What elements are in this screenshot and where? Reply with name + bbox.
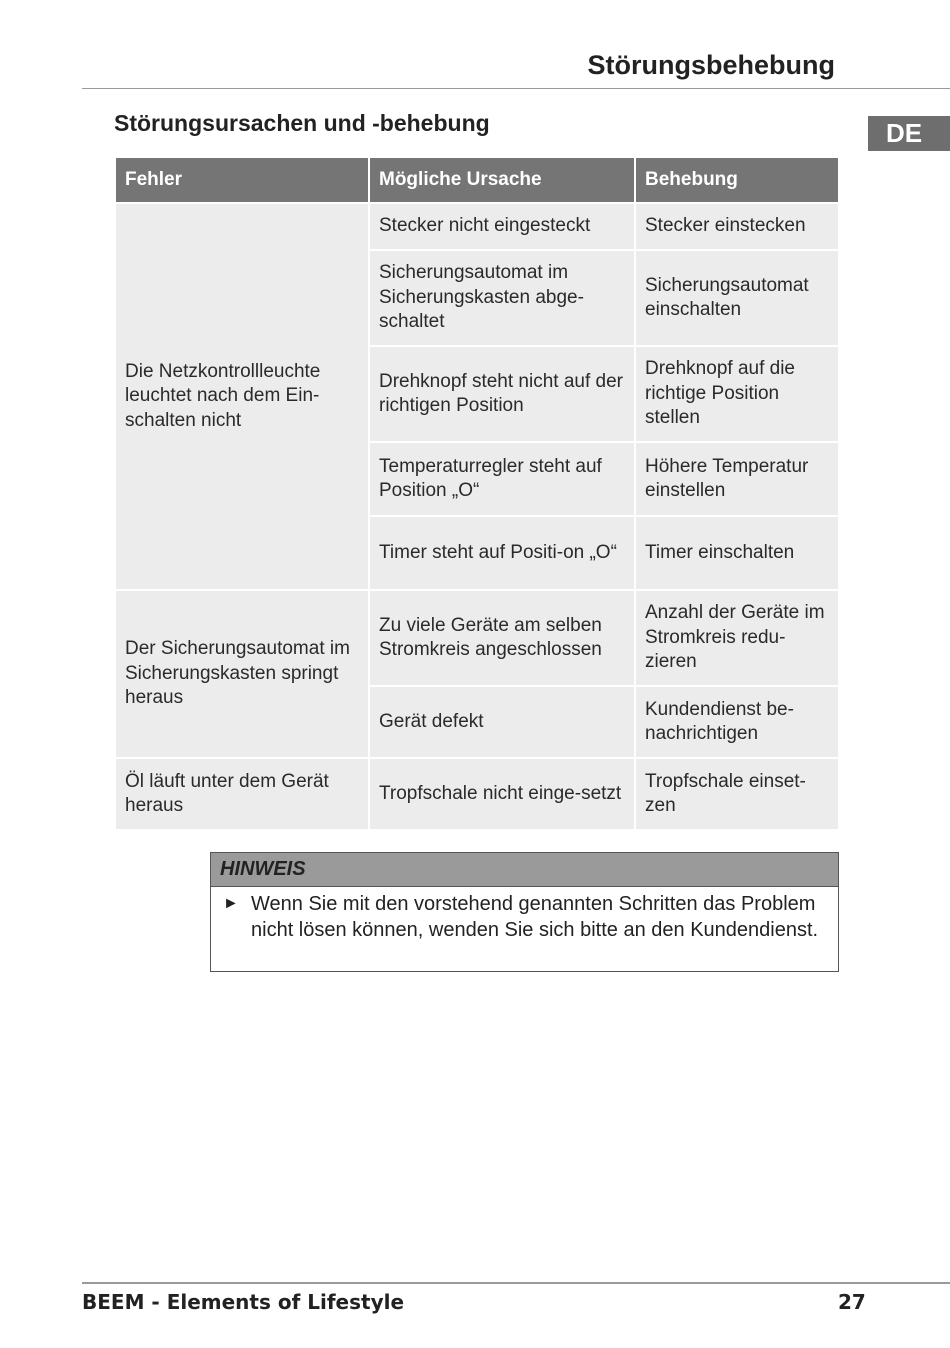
fix-cell: Kundendienst be-nachrichtigen <box>635 686 839 758</box>
notice-title: HINWEIS <box>211 853 838 887</box>
table-row <box>115 758 839 830</box>
cause-cell: Zu viele Geräte am selben Stromkreis angeschlossen <box>369 590 635 686</box>
cause-cell: Sicherungsautomat im Sicherungskasten abge-schaltet <box>369 250 635 346</box>
notice-text: Wenn Sie mit den vorstehend genannten Schritten das Problem nicht lösen können, wenden Sie sich bitte an den Kundendienst. <box>251 893 819 941</box>
fix-cell: Drehknopf auf die richtige Position stellen <box>635 346 839 442</box>
column-header-cause: Mögliche Ursache <box>369 157 635 203</box>
table-row <box>115 590 839 686</box>
fix-cell: Anzahl der Geräte im Stromkreis redu-zieren <box>635 590 839 686</box>
page-title: Störungsbehebung <box>587 50 835 80</box>
fault-cell: Öl läuft unter dem Gerät heraus <box>115 758 369 830</box>
fault-cell: Die Netzkontrollleuchte leuchtet nach dem Ein-schalten nicht <box>115 203 369 590</box>
fix-cell: Höhere Temperatur einstellen <box>635 442 839 516</box>
fault-cell: Der Sicherungsautomat im Sicherungskasten springt heraus <box>115 590 369 758</box>
notice-body <box>211 887 838 943</box>
page-header <box>82 46 950 89</box>
bullet-arrow-icon: ► <box>223 895 239 912</box>
notice-box <box>210 852 839 972</box>
footer-brand: BEEM - Elements of Lifestyle <box>82 1290 405 1314</box>
page-footer <box>82 1282 950 1314</box>
cause-cell: Drehknopf steht nicht auf der richtigen Position <box>369 346 635 442</box>
table-header-row <box>115 157 839 203</box>
cause-cell: Timer steht auf Positi-on „O“ <box>369 516 635 590</box>
column-header-fault: Fehler <box>115 157 369 203</box>
fix-cell: Stecker einstecken <box>635 203 839 250</box>
cause-cell: Gerät defekt <box>369 686 635 758</box>
language-tab: DE <box>868 116 950 151</box>
section-title: Störungsursachen und -behebung <box>114 110 490 136</box>
cause-cell: Stecker nicht eingesteckt <box>369 203 635 250</box>
cause-cell: Tropfschale nicht einge-setzt <box>369 758 635 830</box>
fix-cell: Tropfschale einset-zen <box>635 758 839 830</box>
column-header-fix: Behebung <box>635 157 839 203</box>
cause-cell: Temperaturregler steht auf Position „O“ <box>369 442 635 516</box>
table-row <box>115 203 839 250</box>
page-number: 27 <box>838 1290 866 1314</box>
troubleshooting-table <box>114 156 840 831</box>
fix-cell: Timer einschalten <box>635 516 839 590</box>
fix-cell: Sicherungsautomat einschalten <box>635 250 839 346</box>
